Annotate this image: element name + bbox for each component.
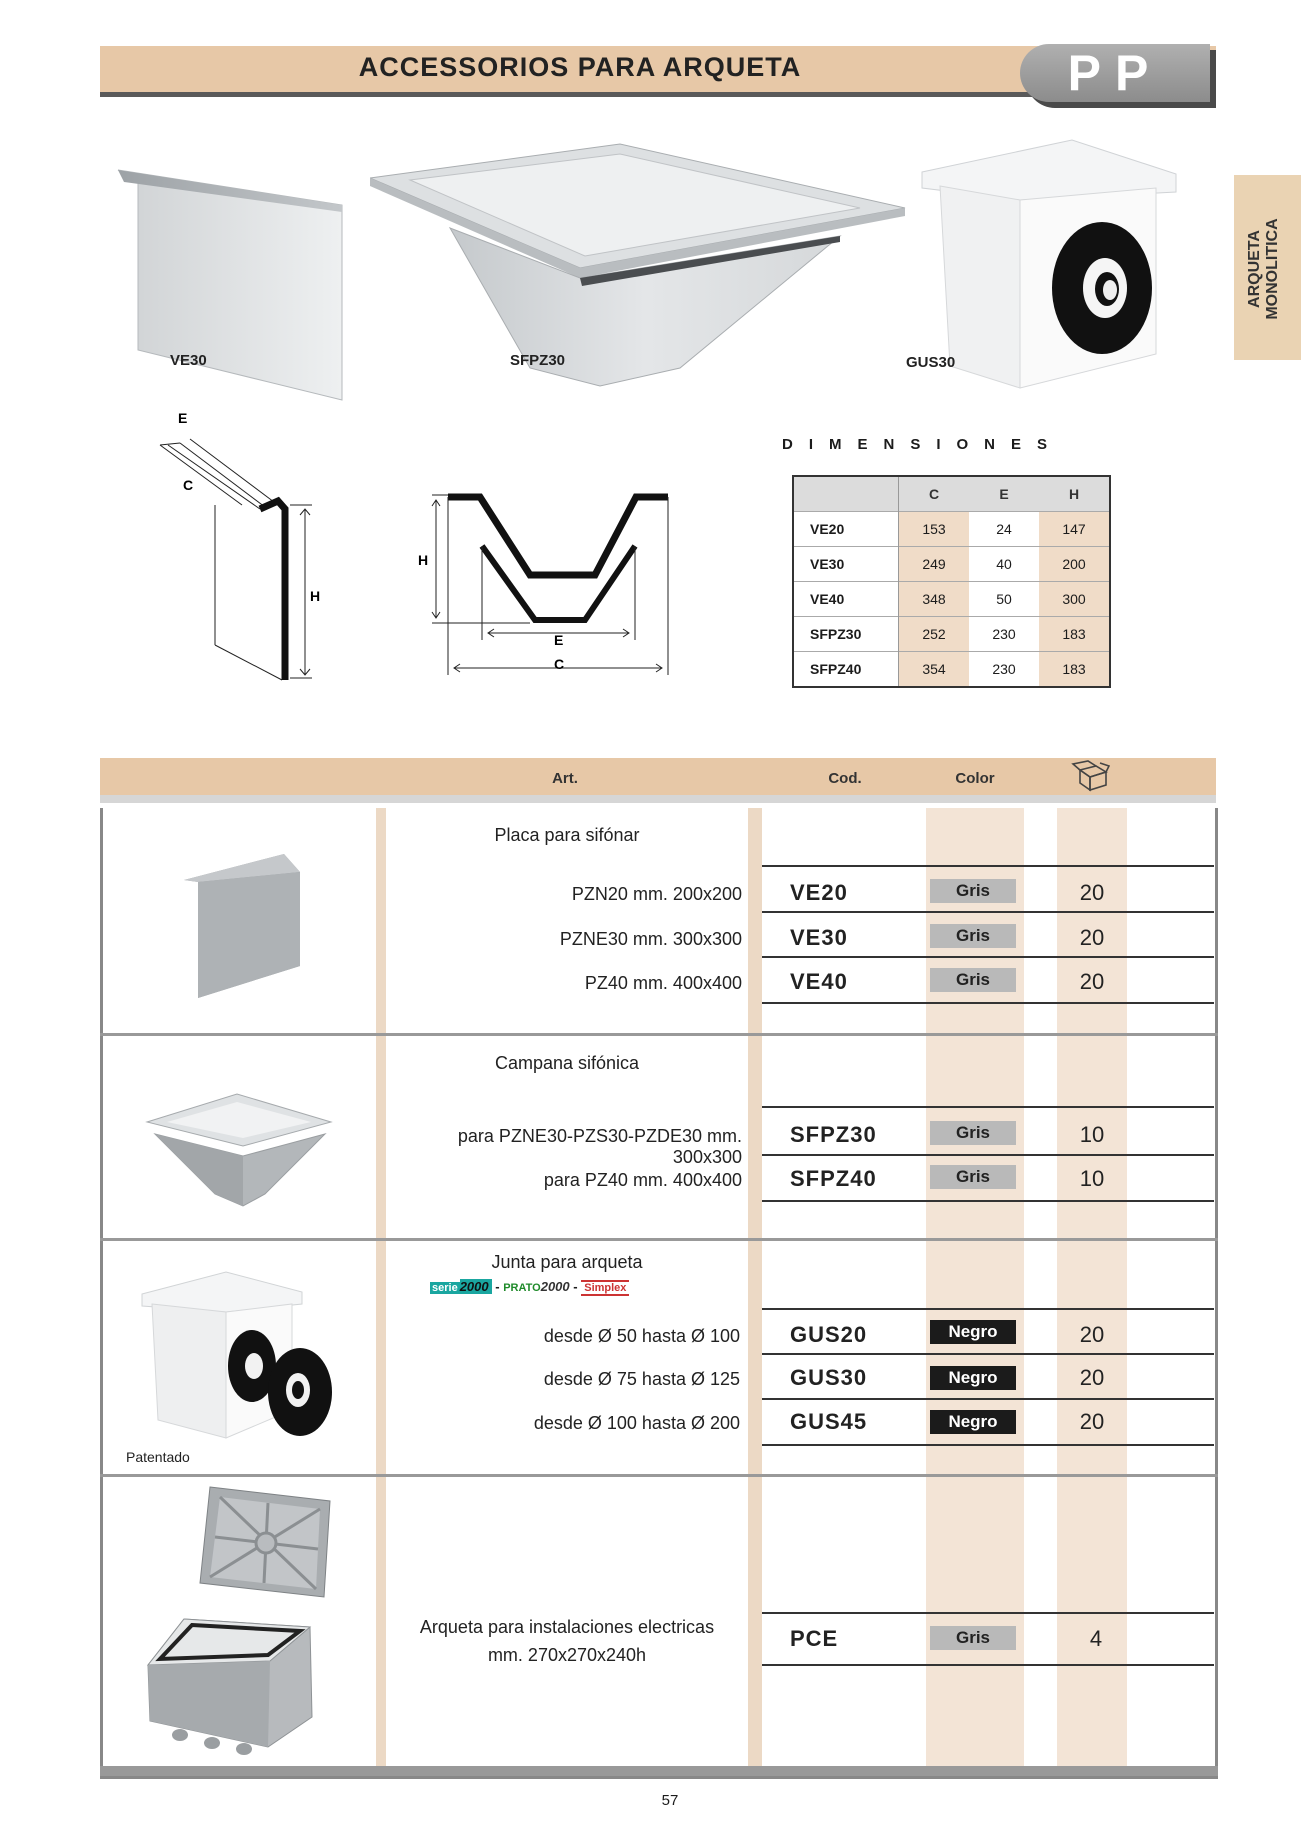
product-code: VE20	[790, 880, 848, 905]
dimensions-table	[792, 475, 1111, 688]
brand-prato-number: 2000	[540, 1279, 570, 1294]
section-junta-photo	[140, 1270, 335, 1450]
row-line	[762, 1353, 1214, 1355]
color-badge: Negro	[930, 1320, 1016, 1344]
product-table-header-underline	[100, 795, 1216, 803]
dimensions-cell-h: 183	[1039, 652, 1110, 688]
gus30-photo	[920, 138, 1180, 398]
diagram-label-h: H	[310, 588, 321, 604]
product-code: VE40	[790, 969, 848, 994]
section-subtitle: mm. 270x270x240h	[487, 1645, 647, 1665]
quantity: 20	[1079, 1365, 1105, 1390]
dimensions-cell-e: 24	[969, 512, 1039, 547]
funnel-label-h: H	[418, 552, 429, 568]
dimensions-row	[793, 547, 1110, 582]
color-badge: Gris	[930, 1626, 1016, 1650]
dimensions-cell-c: 249	[899, 547, 970, 582]
patent-note: Patentado	[126, 1449, 190, 1465]
row-line	[762, 1106, 1214, 1108]
dimensions-row-name: VE30	[793, 547, 899, 582]
dimensions-row	[793, 617, 1110, 652]
dimensions-col-header: E	[969, 476, 1039, 512]
section-title: Junta para arqueta	[491, 1252, 643, 1272]
product-code: SFPZ40	[790, 1166, 877, 1191]
section-title: Placa para sifónar	[494, 825, 640, 845]
dimensions-cell-h: 200	[1039, 547, 1110, 582]
size-desc: desde Ø 100 hasta Ø 200	[533, 1413, 740, 1433]
diagram-label-c: C	[183, 477, 194, 493]
dimensions-col-header: C	[899, 476, 970, 512]
quantity: 10	[1079, 1166, 1105, 1191]
quantity: 20	[1079, 1409, 1105, 1434]
header-art: Art.	[552, 770, 578, 787]
row-line	[762, 911, 1214, 913]
page-title: ACCESSORIOS PARA ARQUETA	[358, 52, 802, 82]
row-line	[762, 1200, 1214, 1202]
dimensions-cell-h: 183	[1039, 617, 1110, 652]
product-code: GUS30	[790, 1365, 868, 1390]
size-desc: PZN20 mm. 200x200	[571, 884, 742, 904]
size-desc: para PZ40 mm. 400x400	[543, 1170, 742, 1190]
diagram-label-e: E	[178, 410, 188, 426]
section-separator	[100, 1238, 1218, 1241]
dimensions-cell-e: 40	[969, 547, 1039, 582]
row-line	[762, 1612, 1214, 1614]
quantity: 20	[1079, 969, 1105, 994]
dimensions-cell-h: 147	[1039, 512, 1110, 547]
funnel-label-e: E	[554, 632, 564, 648]
color-badge: Gris	[930, 924, 1016, 948]
row-line	[762, 1154, 1214, 1156]
quantity: 20	[1079, 925, 1105, 950]
section-title: Campana sifónica	[494, 1053, 640, 1073]
funnel-label-c: C	[554, 656, 565, 672]
funnel-diagram	[410, 480, 680, 680]
section-title: Arqueta para instalaciones electricas	[419, 1617, 715, 1637]
dimensions-cell-c: 348	[899, 582, 970, 617]
brand-separator: -	[495, 1279, 500, 1294]
dimensions-corner	[793, 476, 899, 512]
row-line	[762, 1308, 1214, 1310]
page-number: 57	[661, 1792, 679, 1809]
size-desc: desde Ø 50 hasta Ø 100	[543, 1326, 740, 1346]
dimensions-heading: DIMENSIONES	[782, 436, 1064, 453]
side-tab-label: ARQUETA MONOLITICA	[1246, 218, 1281, 320]
size-desc: PZ40 mm. 400x400	[584, 973, 742, 993]
table-bottom-border	[100, 1766, 1218, 1776]
row-line	[762, 1664, 1214, 1666]
row-line	[762, 1002, 1214, 1004]
dimensions-cell-c: 153	[899, 512, 970, 547]
product-code: GUS45	[790, 1409, 868, 1434]
product-code: VE30	[790, 925, 848, 950]
quantity: 10	[1079, 1122, 1105, 1147]
dimensions-row-name: VE20	[793, 512, 899, 547]
brand-serie-label: serie	[432, 1282, 458, 1294]
ve30-photo-label: VE30	[170, 352, 207, 369]
size-desc: PZNE30 mm. 300x300	[559, 929, 742, 949]
row-line	[762, 1444, 1214, 1446]
sfpz30-photo	[370, 138, 910, 398]
material-badge: PP	[1020, 44, 1210, 102]
dimensions-header-row	[793, 476, 1110, 512]
color-badge: Gris	[930, 1165, 1016, 1189]
quantity: 20	[1079, 1322, 1105, 1347]
color-badge: Gris	[930, 1121, 1016, 1145]
dimensions-cell-e: 230	[969, 652, 1039, 688]
color-badge: Negro	[930, 1410, 1016, 1434]
dimensions-cell-c: 354	[899, 652, 970, 688]
product-code: SFPZ30	[790, 1122, 877, 1147]
section-campana-photo	[145, 1090, 335, 1210]
dimensions-cell-e: 230	[969, 617, 1039, 652]
product-code: PCE	[790, 1626, 839, 1651]
quantity: 20	[1079, 880, 1105, 905]
gus30-photo-label: GUS30	[906, 354, 956, 371]
dimensions-cell-h: 300	[1039, 582, 1110, 617]
color-badge: Gris	[930, 879, 1016, 903]
dimensions-row	[793, 652, 1110, 688]
brand-simplex: Simplex	[581, 1280, 629, 1296]
color-badge: Gris	[930, 968, 1016, 992]
section-separator	[100, 1033, 1218, 1036]
size-desc: para PZNE30-PZS30-PZDE30 mm. 300x300	[457, 1126, 742, 1167]
section-pce-photo	[140, 1485, 340, 1765]
box-icon	[1070, 760, 1110, 792]
dimensions-row	[793, 512, 1110, 547]
size-desc: desde Ø 75 hasta Ø 125	[543, 1369, 740, 1389]
row-line	[762, 956, 1214, 958]
compatible-brands	[430, 1279, 629, 1295]
section-separator	[100, 1474, 1218, 1477]
dimensions-cell-e: 50	[969, 582, 1039, 617]
dimensions-cell-c: 252	[899, 617, 970, 652]
color-badge: Negro	[930, 1366, 1016, 1390]
product-table-header	[100, 758, 1216, 795]
row-line	[762, 1398, 1214, 1400]
dimensions-row	[793, 582, 1110, 617]
header-cod: Cod.	[828, 770, 862, 787]
section-plate-photo	[180, 850, 310, 1000]
ve30-photo	[110, 160, 360, 405]
quantity: 4	[1089, 1626, 1103, 1651]
dimensions-row-name: SFPZ30	[793, 617, 899, 652]
row-line	[762, 865, 1214, 867]
sfpz30-photo-label: SFPZ30	[510, 352, 566, 369]
brand-serie-number: 2000	[460, 1279, 492, 1294]
brand-prato-label: PRATO	[503, 1282, 541, 1294]
dimensions-row-name: VE40	[793, 582, 899, 617]
dimensions-col-header: H	[1039, 476, 1110, 512]
dimensions-row-name: SFPZ40	[793, 652, 899, 688]
plate-diagram	[150, 405, 330, 685]
brand-separator: -	[573, 1279, 578, 1294]
header-color: Color	[955, 770, 995, 787]
product-code: GUS20	[790, 1322, 868, 1347]
